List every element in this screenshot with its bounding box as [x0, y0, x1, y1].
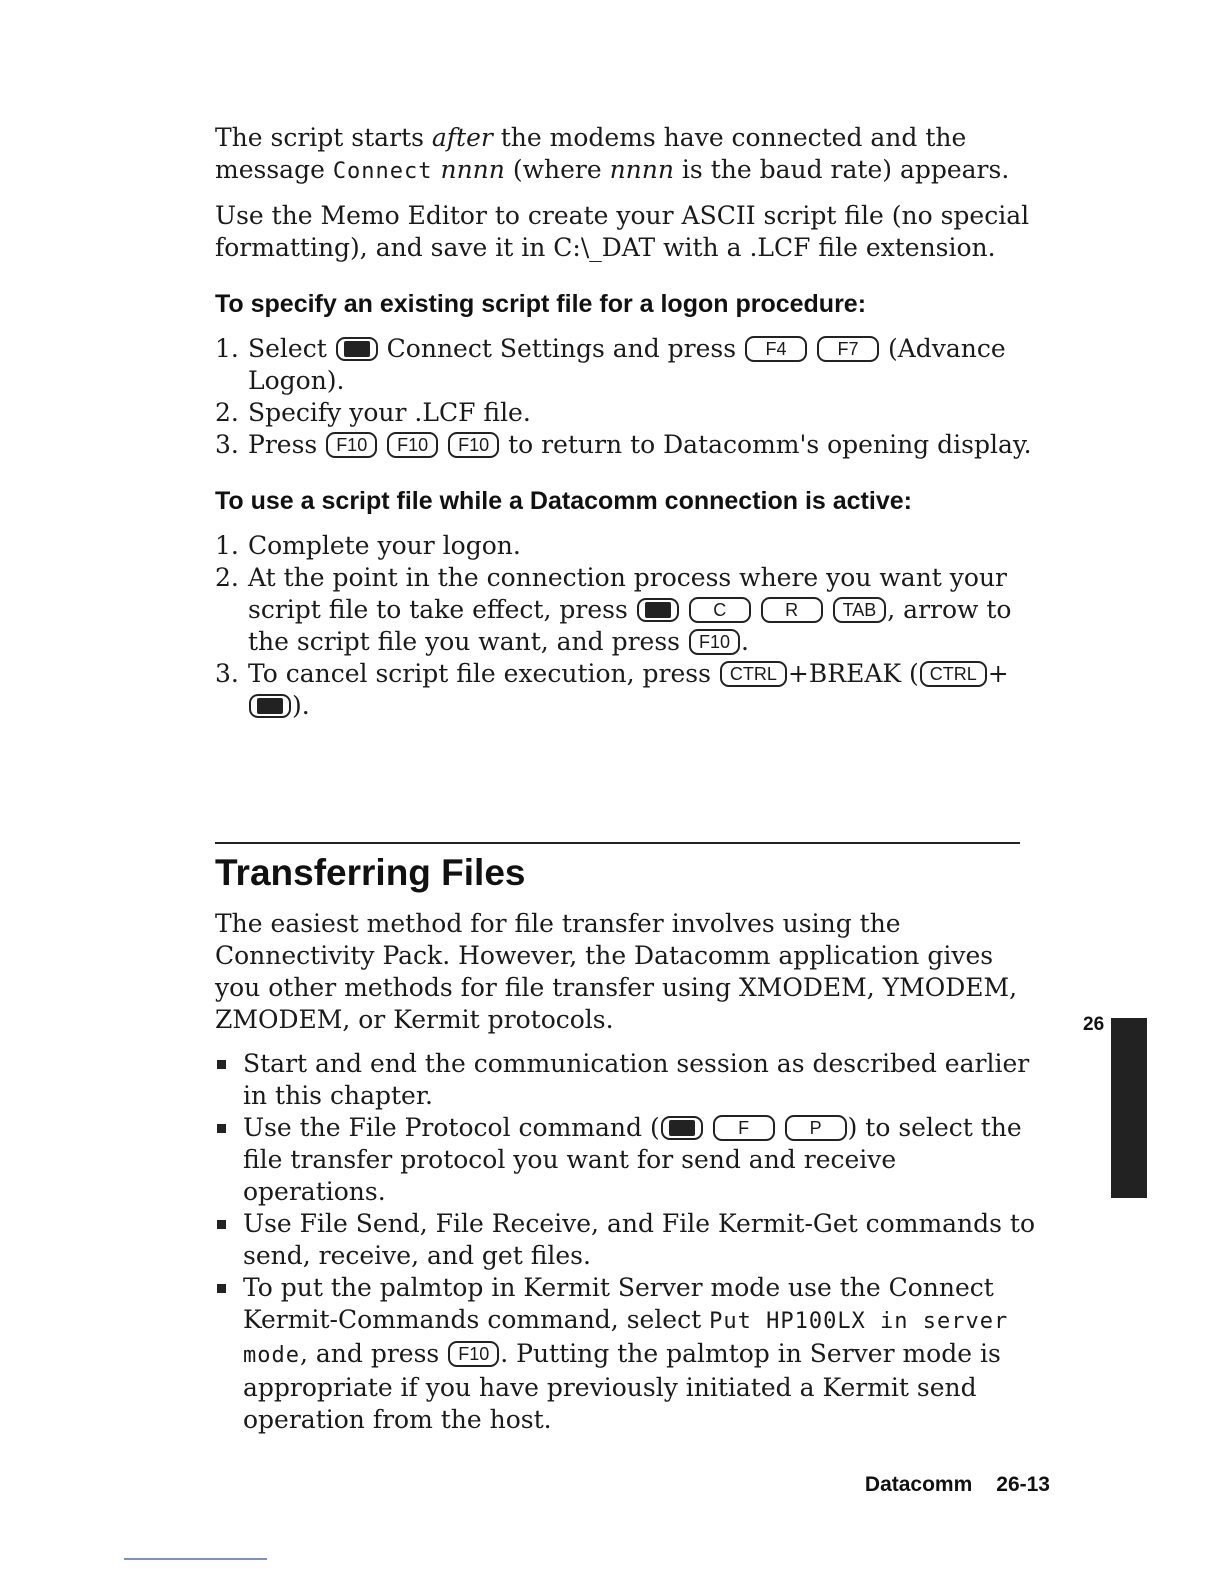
bullet-text: Use File Send, File Receive, and File Kermit-Get commands to send, receive, and get files.	[243, 1209, 1036, 1270]
bullet-item	[215, 1112, 1045, 1208]
key-ctrl: CTRL	[720, 661, 787, 687]
key-f10: F10	[689, 629, 740, 655]
step-item	[215, 530, 1045, 562]
step-text: , arrow to the script file you want, and press	[248, 595, 1012, 656]
baud-placeholder: nnnn	[440, 155, 505, 184]
bullet-item	[215, 1208, 1045, 1272]
server-mode-option: Put HP100LX in server mode	[243, 1309, 1009, 1368]
footer-page-number: 26-13	[996, 1473, 1050, 1496]
step-text: Press	[248, 430, 326, 459]
key-r: R	[761, 597, 823, 623]
transferring-files-heading: Transferring Files	[215, 852, 526, 893]
step-text: Connect Settings and press	[378, 334, 745, 363]
step-number: 1.	[215, 531, 239, 560]
intro-text: the modems have connected and the message	[215, 123, 967, 184]
chapter-tab-number: 26	[1083, 1014, 1105, 1035]
menu-key-icon	[637, 598, 679, 622]
step-item	[215, 397, 1045, 429]
connect-message: Connect	[332, 159, 433, 184]
bullet-text: Start and end the communication session as described earlier in this chapter.	[243, 1049, 1030, 1110]
transfer-section	[215, 908, 1045, 1436]
bullet-text: ) to select the file transfer protocol you want for send and receive operations.	[243, 1113, 1022, 1206]
step-text: +	[987, 659, 1009, 688]
baud-placeholder: nnnn	[609, 155, 674, 184]
key-f10: F10	[387, 432, 438, 458]
key-f10: F10	[448, 432, 499, 458]
existing-script-steps	[215, 333, 1045, 461]
key-f4: F4	[745, 336, 807, 362]
key-c: C	[689, 597, 751, 623]
chapter-tab-marker	[1111, 1018, 1147, 1198]
step-number: 3.	[215, 659, 239, 688]
step-item	[215, 562, 1045, 658]
key-f7: F7	[817, 336, 879, 362]
active-script-steps	[215, 530, 1045, 722]
bullet-text: . Putting the palmtop in Server mode is appropriate if you have previously initiated a Kermit send operation from the host.	[243, 1339, 1001, 1434]
key-tab: TAB	[833, 597, 887, 623]
bullet-icon	[217, 1284, 226, 1293]
intro-paragraph-1	[215, 122, 1045, 188]
step-text: Complete your logon.	[248, 531, 521, 560]
step-text: to return to Datacomm's opening display.	[500, 430, 1032, 459]
bullet-item	[215, 1048, 1045, 1112]
intro-emphasis: after	[431, 123, 493, 152]
step-text: At the point in the connection process where you want your script file to take effect, press	[248, 563, 1008, 624]
step-text: (Advance Logon).	[248, 334, 1006, 395]
key-ctrl: CTRL	[920, 661, 987, 687]
step-item	[215, 429, 1045, 461]
step-number: 3.	[215, 430, 239, 459]
bullet-icon	[217, 1220, 226, 1229]
menu-key-icon	[661, 1116, 703, 1140]
step-item	[215, 658, 1045, 722]
menu-key-icon	[336, 337, 378, 361]
bullet-text: To put the palmtop in Kermit Server mode use the Connect Kermit-Commands command, select	[243, 1273, 994, 1334]
menu-key-icon	[249, 694, 291, 718]
key-f: F	[713, 1115, 775, 1141]
step-item	[215, 333, 1045, 397]
step-number: 2.	[215, 563, 239, 592]
key-f10: F10	[326, 432, 377, 458]
intro-text: The script starts	[215, 123, 432, 152]
bullet-icon	[217, 1060, 226, 1069]
transfer-bullets	[215, 1048, 1045, 1436]
step-number: 2.	[215, 398, 239, 427]
intro-text: (where	[504, 155, 610, 184]
key-f10: F10	[448, 1341, 499, 1367]
page-footer	[865, 1473, 1050, 1497]
step-text: Specify your .LCF file.	[248, 398, 531, 427]
active-script-heading: To use a script file while a Datacomm connection is active:	[215, 487, 912, 515]
step-text: .	[741, 627, 749, 656]
footer-decoration-line	[124, 1558, 267, 1560]
step-text: Select	[248, 334, 335, 363]
bullet-icon	[217, 1124, 226, 1133]
bullet-item	[215, 1272, 1045, 1436]
intro-paragraph-2: Use the Memo Editor to create your ASCII script file (no special formatting), and save it in C:\_DAT with a .LCF file extension.	[215, 201, 1030, 262]
step-text: To cancel script file execution, press	[248, 659, 719, 688]
transfer-intro: The easiest method for file transfer involves using the Connectivity Pack. However, the Datacomm application gives you other methods for file transfer using XMODEM, YMODEM, ZMODEM, or Kermit protocols.	[215, 909, 1018, 1034]
footer-chapter: Datacomm	[864, 1473, 973, 1496]
intro-text: is the baud rate) appears.	[673, 155, 1010, 184]
step-text: ).	[292, 691, 310, 720]
page-body	[215, 122, 1045, 730]
bullet-text: Use the File Protocol command (	[243, 1113, 660, 1142]
existing-script-heading: To specify an existing script file for a logon procedure:	[215, 290, 867, 318]
step-number: 1.	[215, 334, 239, 363]
section-divider	[215, 842, 1020, 844]
bullet-text: , and press	[299, 1339, 448, 1368]
key-p: P	[785, 1115, 847, 1141]
step-text: +BREAK (	[787, 659, 919, 688]
